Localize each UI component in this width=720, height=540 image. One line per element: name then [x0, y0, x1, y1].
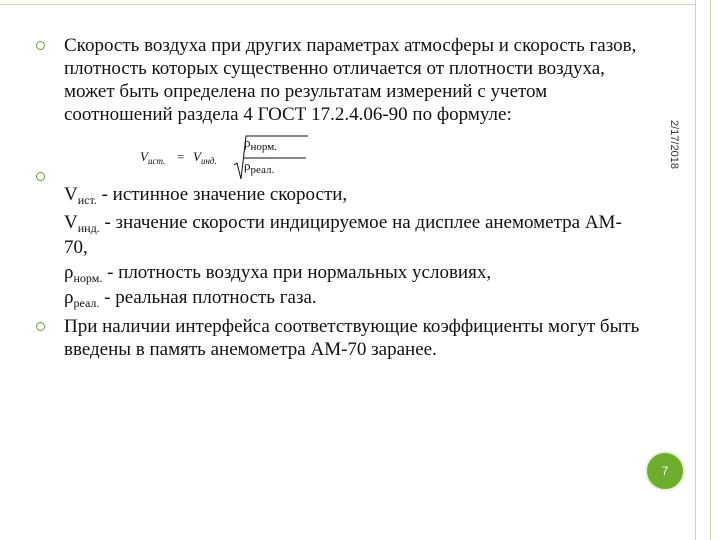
definition-symbol: V: [64, 184, 78, 205]
slide-frame-right-line: [695, 0, 696, 540]
definition-v-ist: [64, 184, 347, 211]
definition-rho-real: [64, 287, 317, 314]
definition-text: - значение скорости индицируемое на дисплее анемометра АМ-: [99, 212, 622, 233]
formula-numerator-subscript: норм.: [250, 141, 277, 153]
definition-text: - истинное значение скорости,: [96, 184, 348, 205]
definition-symbol: ρ: [64, 262, 74, 283]
definition-symbol: V: [64, 212, 78, 233]
formula-rhs-subscript: инд.: [200, 156, 217, 166]
formula-rhs: [193, 149, 217, 166]
definition-subscript: реал.: [73, 296, 100, 310]
formula-denominator: [244, 158, 274, 176]
formula-lhs: [140, 149, 165, 166]
velocity-formula: [138, 133, 308, 183]
paragraph-line: может быть определена по результатам измерений с учетом: [64, 81, 548, 102]
definition-subscript: ист.: [77, 193, 97, 207]
page-number-badge: 7: [645, 451, 685, 491]
formula-equals: =: [177, 149, 185, 164]
definition-v-ind-continued: 70,: [64, 237, 88, 258]
formula-lhs-subscript: ист.: [147, 156, 166, 166]
slide-frame-top-line: [0, 4, 696, 5]
formula-numerator: [244, 135, 277, 153]
paragraph-line: Скорость воздуха при других параметрах атмосферы и скорость газов,: [64, 35, 637, 56]
paragraph-line: При наличии интерфейса соответствующие коэффициенты могут быть: [64, 316, 640, 337]
slide-date: 2/17/2018: [668, 120, 680, 169]
definition-text: - реальная плотность газа.: [99, 287, 317, 308]
formula-denominator-subscript: реал.: [250, 164, 275, 176]
bullet-icon: [36, 41, 45, 50]
formula-numerator-symbol: ρ: [244, 135, 251, 150]
paragraph-line: плотность которых существенно отличается от плотности воздуха,: [64, 58, 605, 79]
definition-subscript: норм.: [73, 271, 103, 285]
definition-v-ind: [64, 212, 622, 239]
paragraph-line: введены в память анемометра АМ-70 заранее.: [64, 339, 437, 360]
definition-subscript: инд.: [77, 221, 100, 235]
definition-symbol: ρ: [64, 287, 74, 308]
bullet-icon: [36, 172, 45, 181]
slide-frame-outer-line: [710, 0, 711, 540]
bullet-icon: [36, 322, 45, 331]
formula-denominator-symbol: ρ: [244, 158, 251, 173]
formula-lhs-symbol: V: [140, 149, 148, 164]
definition-rho-norm: [64, 262, 491, 289]
formula-rhs-symbol: V: [193, 149, 201, 164]
paragraph-line: соотношений раздела 4 ГОСТ 17.2.4.06-90 по формуле:: [64, 104, 512, 125]
definition-text: - плотность воздуха при нормальных условиях,: [102, 262, 492, 283]
